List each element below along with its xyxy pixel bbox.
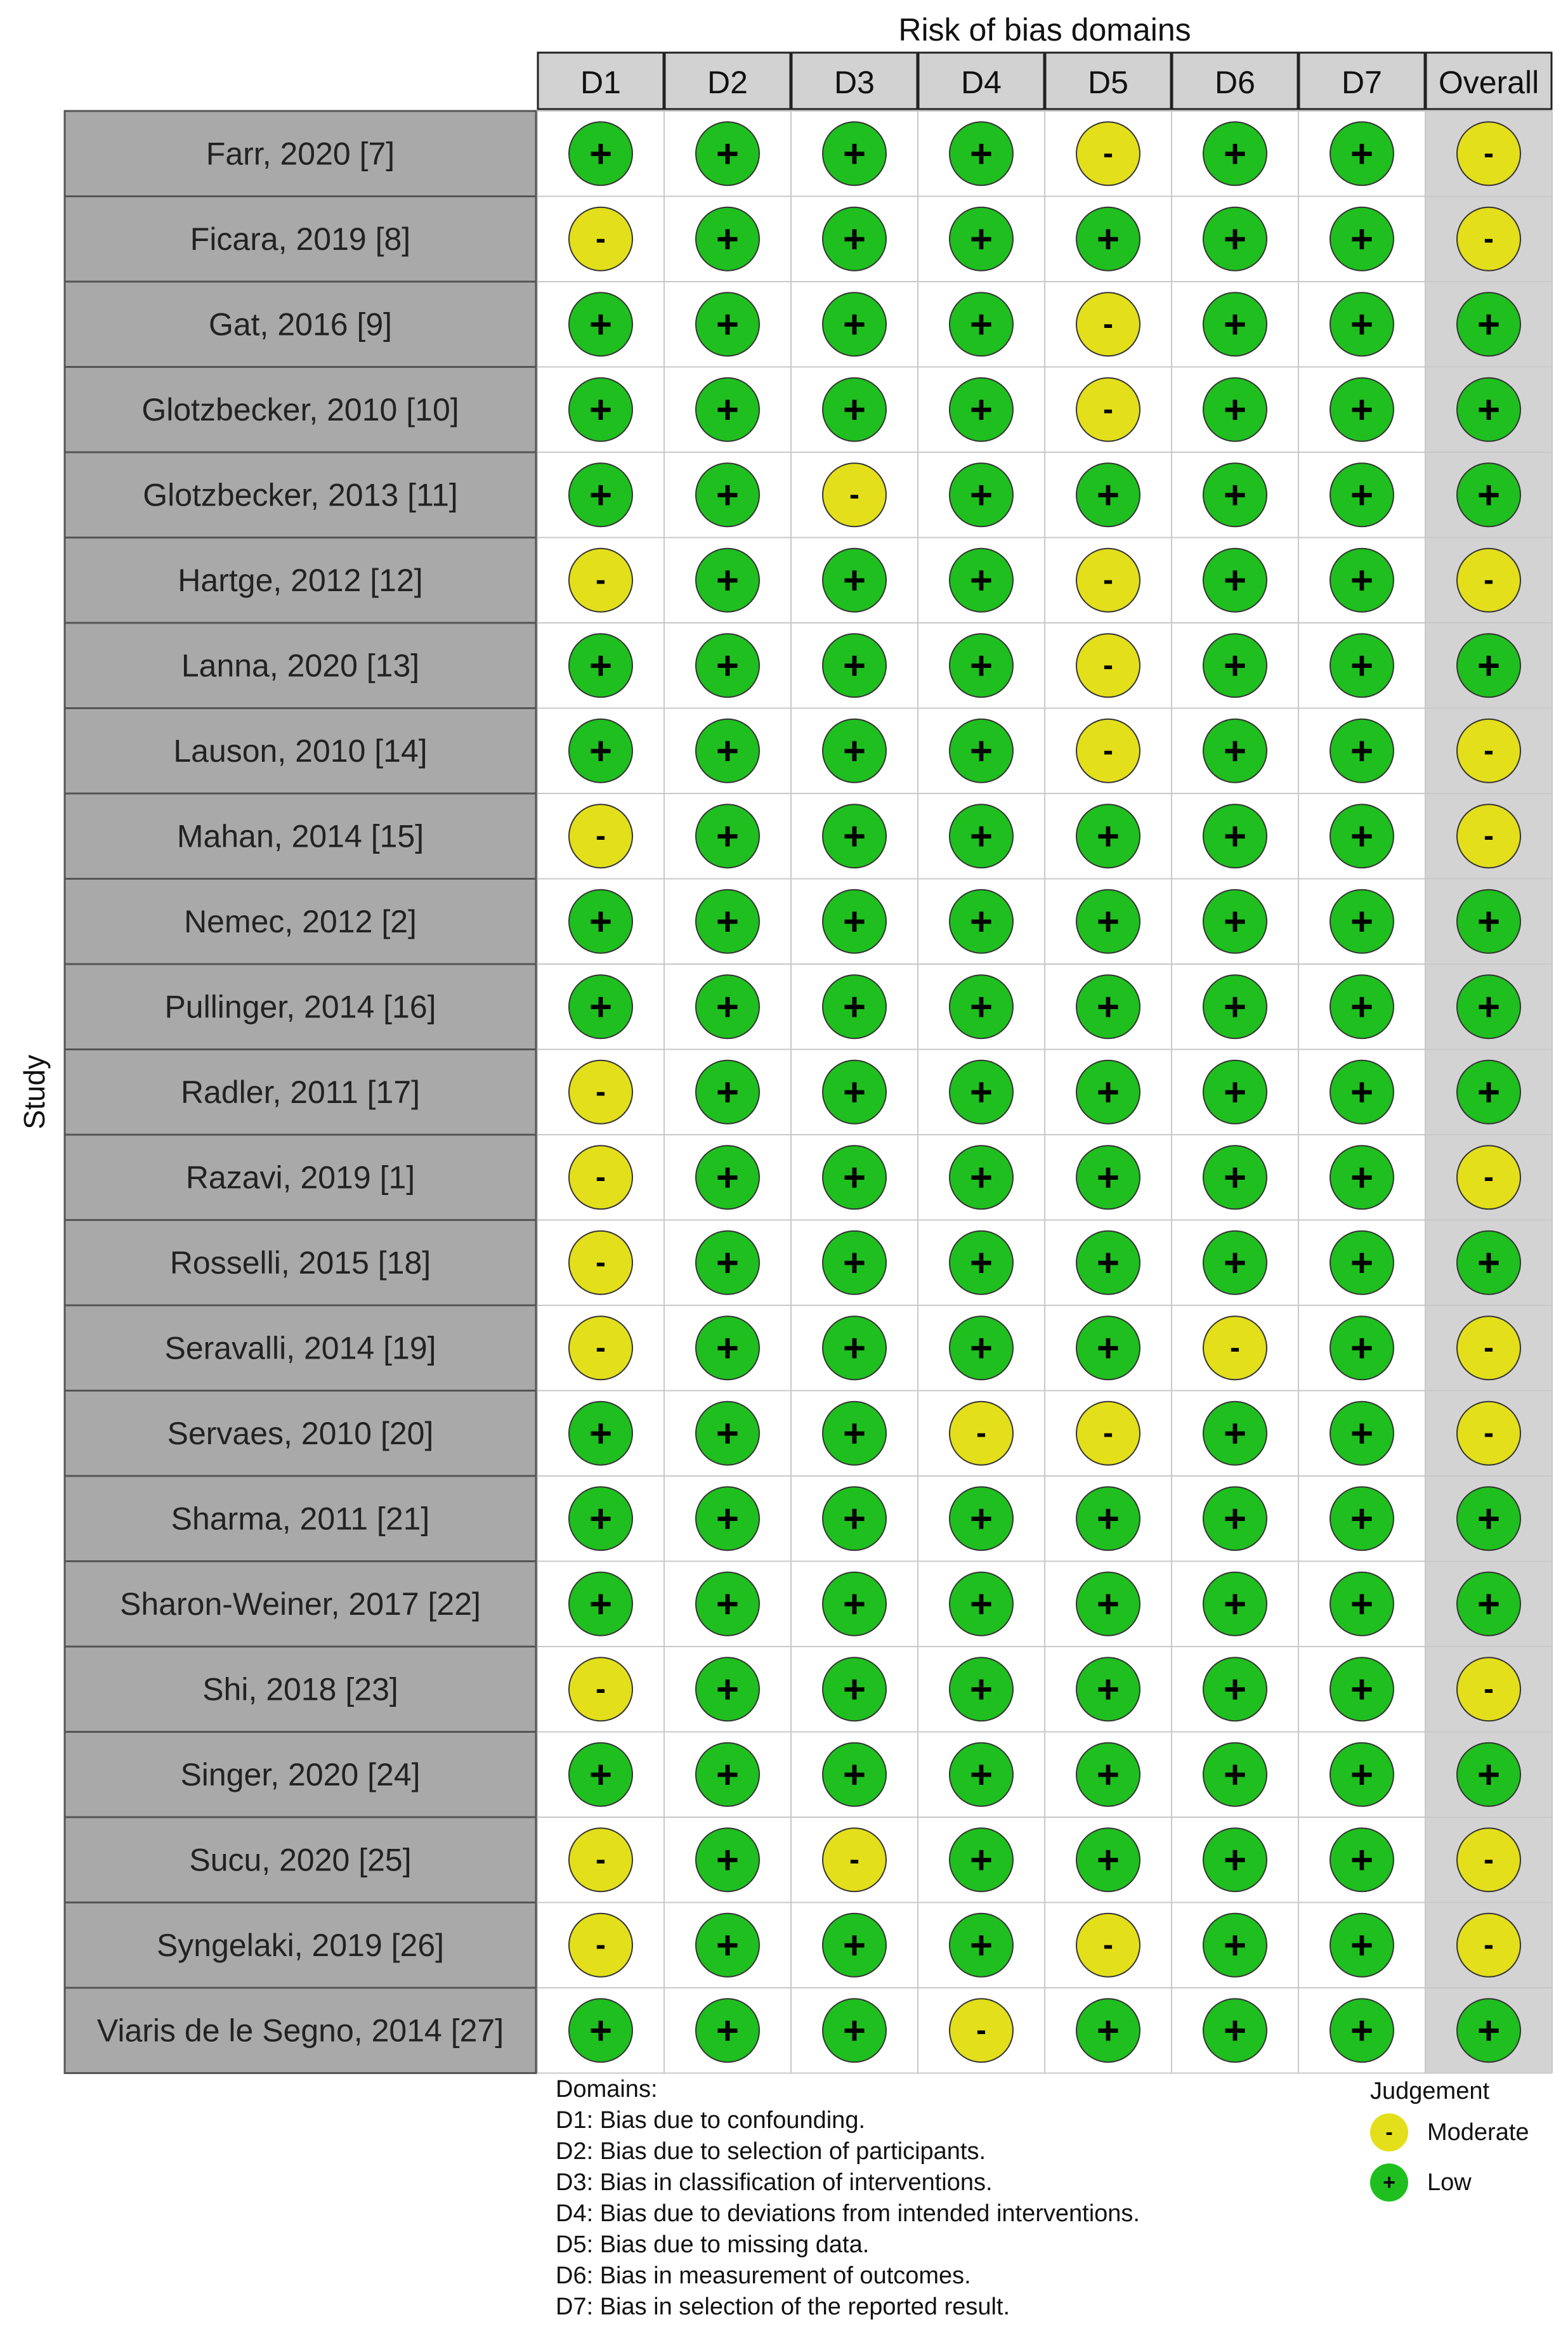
judgement-symbol: + xyxy=(1350,814,1374,859)
study-label: Glotzbecker, 2013 [11] xyxy=(143,477,458,513)
study-label: Shi, 2018 [23] xyxy=(202,1671,398,1707)
judgement-symbol: + xyxy=(842,1752,866,1797)
judgement-symbol: + xyxy=(1350,1070,1374,1114)
judgement-symbol: + xyxy=(715,132,740,176)
judgement-symbol: + xyxy=(969,985,993,1029)
judgement-symbol: - xyxy=(1103,733,1113,767)
judgement-symbol: + xyxy=(1096,1241,1120,1285)
judgement-symbol: - xyxy=(1103,136,1113,171)
judgement-symbol: + xyxy=(1096,1838,1120,1883)
judgement-symbol: + xyxy=(589,899,613,944)
judgement-symbol: + xyxy=(842,1156,866,1200)
judgement-symbol: + xyxy=(1477,1241,1501,1285)
judgement-symbol: + xyxy=(1223,899,1247,944)
study-label: Seravalli, 2014 [19] xyxy=(164,1330,436,1366)
judgement-symbol: - xyxy=(1484,1416,1494,1450)
judgement-symbol: + xyxy=(1350,2009,1374,2053)
judgement-symbol: + xyxy=(1350,388,1374,432)
judgement-symbol: + xyxy=(589,303,613,347)
judgement-symbol: + xyxy=(969,303,993,347)
domain-description: D4: Bias due to deviations from intended interventions. xyxy=(556,2200,1140,2227)
judgement-symbol: + xyxy=(1223,1752,1247,1797)
judgement-symbol: + xyxy=(1096,1497,1120,1541)
domain-description: D2: Bias due to selection of participants. xyxy=(556,2138,986,2165)
judgement-symbol: + xyxy=(1223,303,1247,347)
study-label: Nemec, 2012 [2] xyxy=(184,903,417,939)
judgement-symbol: + xyxy=(1096,473,1120,518)
domain-description: D5: Bias due to missing data. xyxy=(556,2231,870,2258)
judgement-symbol: + xyxy=(715,1582,740,1626)
judgement-symbol: + xyxy=(1350,1923,1374,1967)
judgement-symbol: + xyxy=(1223,217,1247,261)
judgement-symbol: + xyxy=(1477,644,1501,688)
judgement-symbol: + xyxy=(969,644,993,688)
judgement-symbol: - xyxy=(1103,563,1113,597)
judgement-symbol: - xyxy=(1230,1331,1240,1365)
judgement-symbol: + xyxy=(715,985,740,1029)
judgement-symbol: + xyxy=(969,473,993,518)
judgement-symbol: + xyxy=(715,388,740,432)
judgement-symbol: + xyxy=(1096,814,1120,859)
judgement-symbol: - xyxy=(596,1245,606,1279)
study-label: Sucu, 2020 [25] xyxy=(189,1842,412,1878)
judgement-symbol: - xyxy=(596,1331,606,1365)
judgement-symbol: + xyxy=(969,1838,993,1883)
judgement-symbol: - xyxy=(596,1928,606,1962)
judgement-symbol: + xyxy=(589,388,613,432)
judgement-symbol: - xyxy=(1103,1416,1113,1450)
study-label: Radler, 2011 [17] xyxy=(180,1074,421,1110)
judgement-symbol: - xyxy=(1484,1331,1494,1365)
judgement-symbol: + xyxy=(1477,303,1501,347)
judgement-symbol: + xyxy=(715,814,740,859)
judgement-symbol: + xyxy=(842,1070,866,1114)
judgement-symbol: + xyxy=(1350,558,1374,603)
judgement-symbol: + xyxy=(842,217,866,261)
judgement-symbol: + xyxy=(589,132,613,176)
judgement-symbol: + xyxy=(1223,1156,1247,1200)
judgement-symbol: + xyxy=(1350,1411,1374,1456)
judgement-symbol: + xyxy=(1223,644,1247,688)
column-header-label: D5 xyxy=(1088,65,1128,100)
judgement-symbol: + xyxy=(589,1582,613,1626)
judgement-symbol: + xyxy=(715,303,740,347)
column-header-label: D6 xyxy=(1215,65,1255,100)
judgement-symbol: + xyxy=(842,132,866,176)
judgement-symbol: + xyxy=(1350,1326,1374,1371)
judgement-symbol: - xyxy=(596,1843,606,1877)
judgement-symbol: - xyxy=(596,1672,606,1706)
judgement-symbol: + xyxy=(715,729,740,773)
judgement-symbol: - xyxy=(1103,648,1113,682)
judgement-symbol: + xyxy=(1223,985,1247,1029)
judgement-symbol: + xyxy=(842,814,866,859)
judgement-symbol: + xyxy=(1350,132,1374,176)
judgement-symbol: + xyxy=(1223,1070,1247,1114)
judgement-symbol: + xyxy=(1350,644,1374,688)
judgement-symbol: - xyxy=(1103,1928,1113,1962)
judgement-symbol: - xyxy=(849,478,859,512)
study-label: Viaris de le Segno, 2014 [27] xyxy=(96,2013,504,2049)
study-label: Servaes, 2010 [20] xyxy=(167,1415,434,1451)
judgement-symbol: + xyxy=(842,1241,866,1285)
judgement-symbol: + xyxy=(1223,814,1247,859)
judgement-symbol: + xyxy=(1223,1582,1247,1626)
judgement-symbol: - xyxy=(1484,819,1494,853)
judgement-symbol: + xyxy=(1096,1156,1120,1200)
judgement-symbol: + xyxy=(1350,1241,1374,1285)
judgement-symbol: - xyxy=(1103,307,1113,341)
judgement-symbol: - xyxy=(1484,1843,1494,1877)
study-label: Razavi, 2019 [1] xyxy=(185,1159,415,1196)
judgement-symbol: - xyxy=(596,1160,606,1194)
chart-title: Risk of bias domains xyxy=(898,12,1191,48)
judgement-symbol: + xyxy=(969,814,993,859)
judgement-symbol: + xyxy=(1096,1326,1120,1371)
study-label: Singer, 2020 [24] xyxy=(180,1756,421,1792)
judgement-symbol: + xyxy=(1477,2009,1501,2053)
column-header-label: Overall xyxy=(1438,65,1539,100)
domain-description: D1: Bias due to confounding. xyxy=(556,2107,866,2134)
judgement-symbol: + xyxy=(715,2009,740,2053)
judgement-symbol: + xyxy=(1223,1411,1247,1456)
study-label: Rosselli, 2015 [18] xyxy=(169,1244,431,1281)
judgement-symbol: + xyxy=(715,899,740,944)
judgement-symbol: + xyxy=(1223,1497,1247,1541)
judgement-symbol: - xyxy=(1484,1928,1494,1962)
judgement-symbol: + xyxy=(715,1838,740,1883)
judgement-symbol: + xyxy=(842,558,866,603)
judgement-symbol: - xyxy=(1484,1160,1494,1194)
judgement-symbol: + xyxy=(969,1752,993,1797)
judgement-symbol: + xyxy=(1477,388,1501,432)
judgement-symbol: + xyxy=(969,132,993,176)
judgement-symbol: + xyxy=(969,729,993,773)
judgement-symbol: + xyxy=(1223,1838,1247,1883)
judgement-symbol: + xyxy=(1350,729,1374,773)
judgement-symbol: + xyxy=(715,1923,740,1967)
judgement-symbol: + xyxy=(1096,985,1120,1029)
study-label: Lanna, 2020 [13] xyxy=(181,648,420,684)
judgement-symbol: - xyxy=(1103,392,1113,426)
judgement-symbol: - xyxy=(1484,221,1494,256)
judgement-symbol: - xyxy=(976,1416,986,1450)
judgement-symbol: + xyxy=(1223,729,1247,773)
study-label: Mahan, 2014 [15] xyxy=(176,818,424,854)
judgement-symbol: + xyxy=(969,217,993,261)
judgement-symbol: + xyxy=(1350,1497,1374,1541)
judgement-symbol: + xyxy=(1350,1582,1374,1626)
judgement-symbol: + xyxy=(842,1582,866,1626)
study-label: Hartge, 2012 [12] xyxy=(178,562,423,598)
column-header-label: D1 xyxy=(580,65,621,100)
domain-description: D7: Bias in selection of the reported result. xyxy=(556,2294,1010,2320)
judgement-symbol: + xyxy=(715,217,740,261)
judgement-symbol: - xyxy=(1484,733,1494,767)
y-axis-label: Study xyxy=(18,1054,51,1130)
column-header-label: D3 xyxy=(834,65,875,100)
judgement-symbol: + xyxy=(715,1497,740,1541)
domain-description: D3: Bias in classification of interventions. xyxy=(556,2169,993,2196)
judgement-symbol: + xyxy=(589,473,613,518)
domain-description: D6: Bias in measurement of outcomes. xyxy=(556,2262,971,2289)
study-label: Syngelaki, 2019 [26] xyxy=(156,1927,445,1963)
judgement-symbol: + xyxy=(842,899,866,944)
judgement-symbol: + xyxy=(1477,1752,1501,1797)
judgement-symbol: + xyxy=(1223,1241,1247,1285)
judgement-symbol: + xyxy=(1477,1497,1501,1541)
judgement-symbol: + xyxy=(715,1156,740,1200)
judgement-symbol: + xyxy=(715,1326,740,1371)
judgement-symbol: + xyxy=(1477,473,1501,518)
judgement-symbol: + xyxy=(1477,899,1501,944)
judgement-symbol: + xyxy=(969,1070,993,1114)
study-label: Pullinger, 2014 [16] xyxy=(164,989,436,1025)
judgement-symbol: + xyxy=(589,1752,613,1797)
judgement-symbol: + xyxy=(1096,899,1120,944)
study-label: Sharma, 2011 [21] xyxy=(171,1501,430,1537)
judgement-symbol: + xyxy=(969,1497,993,1541)
judgement-symbol: - xyxy=(849,1843,859,1877)
judgement-symbol: - xyxy=(596,563,606,597)
study-label: Farr, 2020 [7] xyxy=(206,136,395,172)
judgement-symbol: + xyxy=(842,1667,866,1712)
judgement-symbol: + xyxy=(969,1667,993,1712)
judgement-symbol: + xyxy=(1350,217,1374,261)
judgement-symbol: + xyxy=(1223,2009,1247,2053)
judgement-symbol: - xyxy=(976,2013,986,2047)
judgement-symbol: + xyxy=(715,473,740,518)
study-label: Sharon-Weiner, 2017 [22] xyxy=(120,1586,481,1622)
domains-legend xyxy=(556,2074,1279,2323)
domains-legend-title: Domains: xyxy=(556,2076,658,2103)
judgement-symbol: + xyxy=(589,729,613,773)
judgement-symbol: + xyxy=(969,1156,993,1200)
judgement-symbol: + xyxy=(1096,1667,1120,1712)
judgement-legend-label: Low xyxy=(1427,2169,1472,2196)
column-header-label: D7 xyxy=(1342,65,1382,100)
judgement-symbol: + xyxy=(1096,1582,1120,1626)
judgement-symbol: + xyxy=(715,644,740,688)
judgement-symbol: + xyxy=(969,1923,993,1967)
judgement-symbol: + xyxy=(842,985,866,1029)
judgement-symbol: + xyxy=(1477,1070,1501,1114)
judgement-symbol: + xyxy=(969,558,993,603)
judgement-symbol: - xyxy=(1484,563,1494,597)
judgement-symbol: + xyxy=(969,899,993,944)
judgement-symbol: + xyxy=(715,1070,740,1114)
judgement-symbol: + xyxy=(1350,1667,1374,1712)
judgement-symbol: + xyxy=(1096,2009,1120,2053)
judgement-symbol: + xyxy=(1350,1752,1374,1797)
judgement-symbol: + xyxy=(1096,1752,1120,1797)
judgement-symbol: + xyxy=(842,388,866,432)
judgement-symbol: + xyxy=(842,2009,866,2053)
judgement-symbol: + xyxy=(715,1667,740,1712)
judgement-symbol: + xyxy=(842,729,866,773)
judgement-symbol: - xyxy=(596,221,606,256)
judgement-symbol: + xyxy=(589,985,613,1029)
judgement-symbol: - xyxy=(596,819,606,853)
judgement-symbol: - xyxy=(596,1074,606,1109)
judgement-symbol: + xyxy=(1350,473,1374,518)
judgement-symbol: + xyxy=(715,1241,740,1285)
study-label: Glotzbecker, 2010 [10] xyxy=(141,391,459,427)
moderate-judgement-icon: - xyxy=(1370,2113,1408,2151)
judgement-symbol: + xyxy=(589,1411,613,1456)
judgement-symbol: + xyxy=(1223,473,1247,518)
judgement-symbol: + xyxy=(842,1497,866,1541)
judgement-symbol: + xyxy=(842,1411,866,1456)
judgement-symbol: + xyxy=(842,1923,866,1967)
judgement-symbol: + xyxy=(1350,1156,1374,1200)
judgement-symbol: + xyxy=(1350,303,1374,347)
column-header-label: D4 xyxy=(961,65,1002,100)
judgement-symbol: + xyxy=(969,1241,993,1285)
judgement-symbol: + xyxy=(1223,388,1247,432)
judgement-symbol: + xyxy=(842,1326,866,1371)
judgement-symbol: + xyxy=(1477,1582,1501,1626)
judgement-symbol: + xyxy=(1223,1667,1247,1712)
judgement-symbol: + xyxy=(715,558,740,603)
judgement-symbol: + xyxy=(1350,1838,1374,1883)
judgement-legend-item-moderate xyxy=(1370,2113,1529,2151)
judgement-symbol: + xyxy=(1350,899,1374,944)
judgement-symbol: + xyxy=(1096,1070,1120,1114)
judgement-symbol: + xyxy=(589,644,613,688)
study-label: Gat, 2016 [9] xyxy=(208,306,393,343)
judgement-legend-label: Moderate xyxy=(1427,2118,1529,2146)
study-label: Ficara, 2019 [8] xyxy=(190,221,411,257)
judgement-symbol: + xyxy=(1350,985,1374,1029)
judgement-symbol: + xyxy=(969,1326,993,1371)
judgement-symbol: + xyxy=(1223,558,1247,603)
judgement-symbol: - xyxy=(1484,136,1494,171)
judgement-symbol: + xyxy=(589,1497,613,1541)
judgement-symbol: + xyxy=(1223,132,1247,176)
judgement-symbol: + xyxy=(1223,1923,1247,1967)
low-judgement-icon: + xyxy=(1370,2163,1408,2202)
judgement-symbol: + xyxy=(589,2009,613,2053)
judgement-symbol: + xyxy=(969,1582,993,1626)
judgement-legend-item-low xyxy=(1370,2163,1472,2202)
judgement-symbol: + xyxy=(969,388,993,432)
study-label: Lauson, 2010 [14] xyxy=(173,733,428,769)
judgement-symbol: + xyxy=(1096,217,1120,261)
judgement-symbol: + xyxy=(842,644,866,688)
judgement-symbol: + xyxy=(715,1752,740,1797)
judgement-symbol: + xyxy=(1477,985,1501,1029)
column-header-label: D2 xyxy=(707,65,748,100)
judgement-symbol: - xyxy=(1484,1672,1494,1706)
judgement-symbol: + xyxy=(715,1411,740,1456)
judgement-legend-title: Judgement xyxy=(1370,2078,1490,2104)
judgement-symbol: + xyxy=(842,303,866,347)
